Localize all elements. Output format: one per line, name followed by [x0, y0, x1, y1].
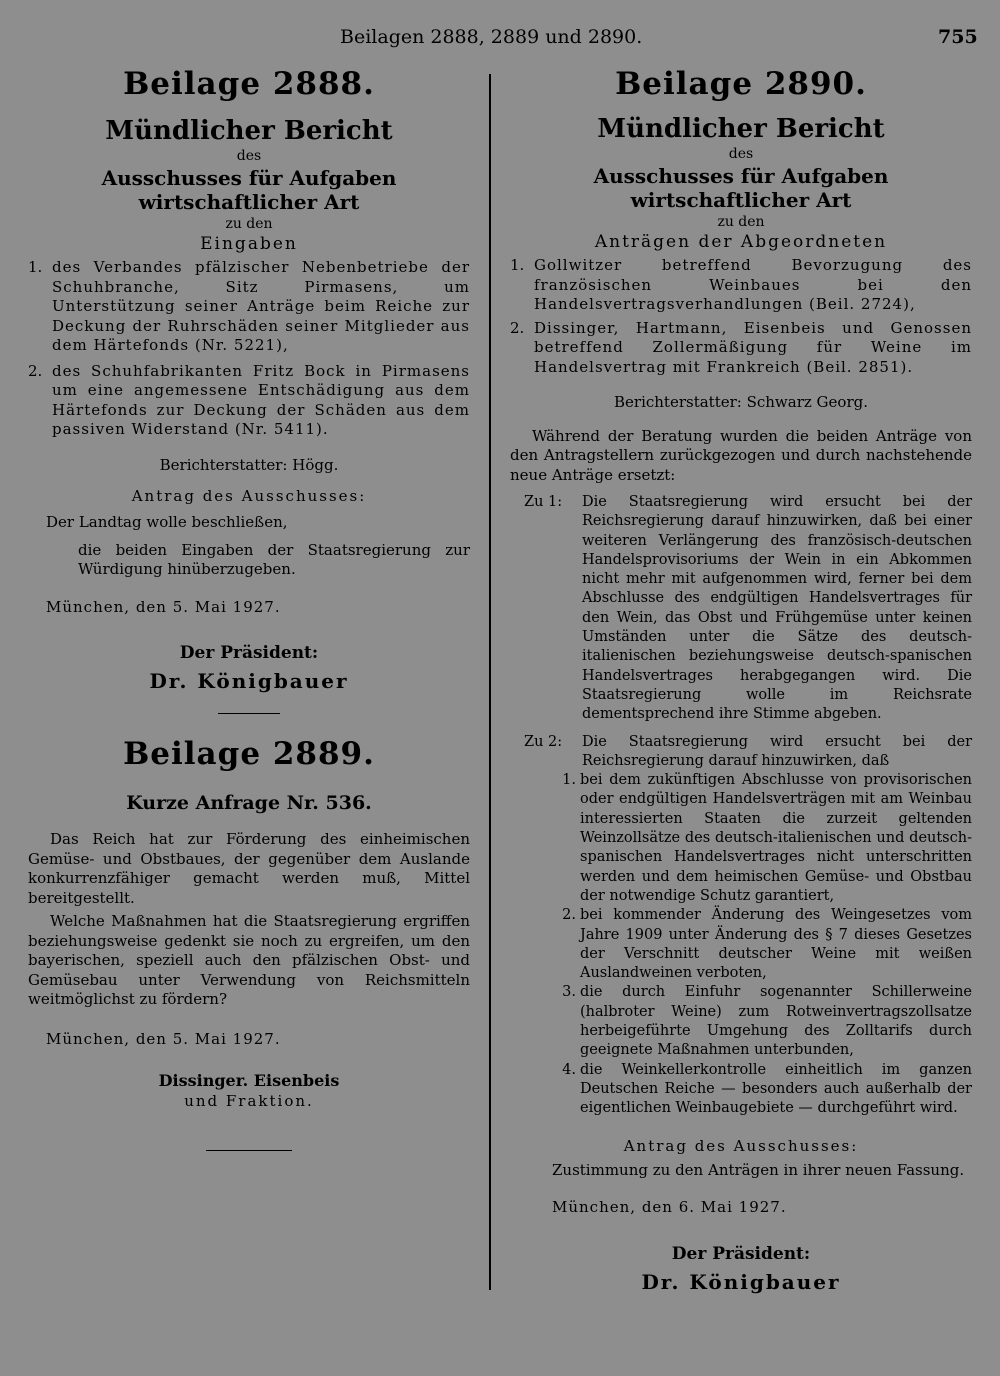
zu-1-text: Die Staatsregierung wird ersucht bei der Reichsregierung darauf hinzuwirken, daß bei einer weiteren Verlängerung des französisch-deutschen Handelsprovisoriums der Wein in ein Abkommen nicht mehr mit aufgenommen wird, ferner bei dem Abschlusse des endgültigen Handelsvertrages für den Wein, das Obst und Frühgemüse unter keinen Umständen unter die Sätze des deutsch-italienischen beziehungsweise deutsch-spanischen Handelsvertrages herabgegangen wird. Die Staatsregierung wolle im Reichsrate dementsprechend ihre Stimme abgeben.	[582, 494, 972, 723]
zu-2-block	[510, 733, 972, 772]
president-name: Dr. Königbauer	[641, 1269, 841, 1294]
item-number: 2.	[510, 318, 525, 337]
page-number: 755	[938, 26, 978, 48]
eingaben-label: Eingaben	[200, 234, 298, 254]
item-number: 2.	[562, 907, 576, 924]
president-name: Dr. Königbauer	[149, 669, 349, 693]
anfrage-paragraph-2: Welche Maßnahmen hat die Staatsregierung ergriffen beziehungsweise gedenkt sie noch zu ergreifen, um den bayerischen, speziell auch den pfälzischen Obst- und Gemüsebau unter Verwendung von Reichsmitteln weitmöglichst zu fördern?	[28, 912, 470, 1008]
section-divider	[206, 1150, 292, 1151]
date-line: München, den 6. Mai 1927.	[552, 1198, 787, 1216]
reporter-line: Berichterstatter: Högg.	[159, 455, 339, 474]
beilage-2889-title: Beilage 2889.	[123, 736, 375, 772]
item-number: 1.	[28, 258, 43, 276]
list-item	[556, 771, 972, 906]
antrag-line-1: Der Landtag wolle beschließen,	[46, 513, 288, 531]
item-text: Dissinger, Hartmann, Eisenbeis und Genossen betreffend Zollermäßigung für Weine im Handelsvertrag mit Frankreich (Beil. 2851).	[534, 318, 972, 376]
beilage-2888-title: Beilage 2888.	[123, 66, 375, 102]
list-item	[510, 319, 972, 378]
list-item	[556, 983, 972, 1060]
zu-2-label: Zu 2:	[524, 733, 563, 750]
beilage-2889	[28, 736, 470, 1151]
antrag-line-2: die beiden Eingaben der Staatsregierung zur Würdigung hinüberzugeben.	[78, 540, 470, 578]
zu-2-sublist	[510, 771, 972, 1118]
item-text: des Verbandes pfälzischer Nebenbetriebe der Schuhbranche, Sitz Pirmasens, um Unterstützung seiner Anträge beim Reiche zur Deckung der Ruhrschäden seiner Mitglieder aus dem Härtefonds (Nr. 5221),	[52, 258, 470, 354]
kurze-anfrage-heading: Kurze Anfrage Nr. 536.	[126, 792, 372, 814]
zu-1-block	[510, 493, 972, 725]
item-text: des Schuhfabrikanten Fritz Bock in Pirmasens um eine angemessene Entschädigung aus dem Härtefonds zur Deckung der Schäden aus dem passiven Widerstand (Nr. 5411).	[52, 361, 470, 438]
left-column	[28, 64, 470, 1151]
antraege-list	[510, 256, 972, 377]
antrag-label: Antrag des Ausschusses:	[131, 487, 367, 505]
intro-paragraph: Während der Beratung wurden die beiden Anträge von den Antragstellern zurückgezogen und durch nachstehende neue Anträge ersetzt:	[510, 426, 972, 484]
anfrage-paragraph-1: Das Reich hat zur Förderung des einheimischen Gemüse- und Obstbaues, der gegenüber dem Auslande konkurrenzfähiger gemacht werden muß, Mittel bereitgestellt.	[28, 830, 470, 907]
beilage-2890	[510, 66, 972, 1294]
president-label: Der Präsident:	[671, 1243, 811, 1264]
eingaben-list	[28, 258, 470, 440]
report-heading: Mündlicher Bericht	[597, 114, 885, 144]
signers: Dissinger. Eisenbeis	[158, 1071, 340, 1090]
des-label: des	[728, 146, 754, 162]
zu-den-label: zu den	[717, 214, 765, 230]
zu-1-label: Zu 1:	[524, 494, 563, 510]
antrag-text: Zustimmung zu den Anträgen in ihrer neuen Fassung.	[552, 1160, 965, 1179]
beilage-2890-title: Beilage 2890.	[615, 66, 867, 102]
item-text: bei kommender Änderung des Weingesetzes vom Jahre 1909 unter Änderung des § 7 dieses Gesetzes der Verschnitt deutscher Weine mit weißen Auslandweinen verboten,	[580, 907, 972, 982]
report-heading: Mündlicher Bericht	[105, 116, 393, 146]
date-line: München, den 5. Mai 1927.	[46, 1029, 281, 1048]
item-text: Gollwitzer betreffend Bevorzugung des französischen Weinbaues bei den Handelsvertragsverhandlungen (Beil. 2724),	[534, 256, 972, 313]
date-line: München, den 5. Mai 1927.	[46, 597, 281, 616]
section-divider	[218, 713, 280, 714]
column-divider	[489, 74, 491, 1290]
item-text: bei dem zukünftigen Abschlusse von provisorischen oder endgültigen Handelsverträgen mit am Weinbau interessierten Staaten die zurzeit geltenden Weinzollsätze des deutsch-italienischen und deutsch-spanischen Handelsvertrages nicht unterschritten werden und dem heimischen Gemüse- und Obstbau der notwendige Schutz garantiert,	[580, 772, 972, 904]
item-text: die Weinkellerkontrolle einheitlich im ganzen Deutschen Reiche — besonders auch außerhalb der eigentlichen Weinbaugebiete — durchgeführt wird.	[580, 1061, 972, 1117]
right-column	[510, 64, 972, 1294]
item-number: 4.	[562, 1061, 576, 1078]
zu-den-label: zu den	[225, 216, 273, 232]
item-number: 3.	[562, 984, 576, 1001]
item-text: die durch Einfuhr sogenannter Schillerweine (halbroter Weine) zum Rotweinvertragszollsatze herbeigeführte Umgehung des Zolltarifs durch geeignete Maßnahmen unterbunden,	[580, 984, 972, 1059]
beilage-2888	[28, 66, 470, 714]
committee-name: Ausschusses für Aufgaben wirtschaftlicher Art	[101, 166, 397, 214]
item-number: 1.	[562, 772, 576, 789]
antrag-label: Antrag des Ausschusses:	[623, 1136, 859, 1155]
reporter-line: Berichterstatter: Schwarz Georg.	[614, 393, 868, 411]
signers-fraktion: und Fraktion.	[184, 1092, 314, 1110]
item-number: 1.	[510, 256, 525, 274]
antraege-label: Anträgen der Abgeordneten	[594, 232, 888, 252]
list-item	[28, 258, 470, 356]
president-label: Der Präsident:	[179, 643, 319, 663]
committee-name: Ausschusses für Aufgaben wirtschaftlicher Art	[593, 164, 889, 212]
des-label: des	[236, 148, 262, 164]
running-title: Beilagen 2888, 2889 und 2890.	[340, 26, 643, 48]
list-item	[556, 1061, 972, 1119]
list-item	[556, 906, 972, 983]
zu-2-text: Die Staatsregierung wird ersucht bei der Reichsregierung darauf hinzuwirken, daß	[582, 733, 972, 769]
item-number: 2.	[28, 361, 43, 380]
list-item	[28, 362, 470, 440]
list-item	[510, 256, 972, 315]
